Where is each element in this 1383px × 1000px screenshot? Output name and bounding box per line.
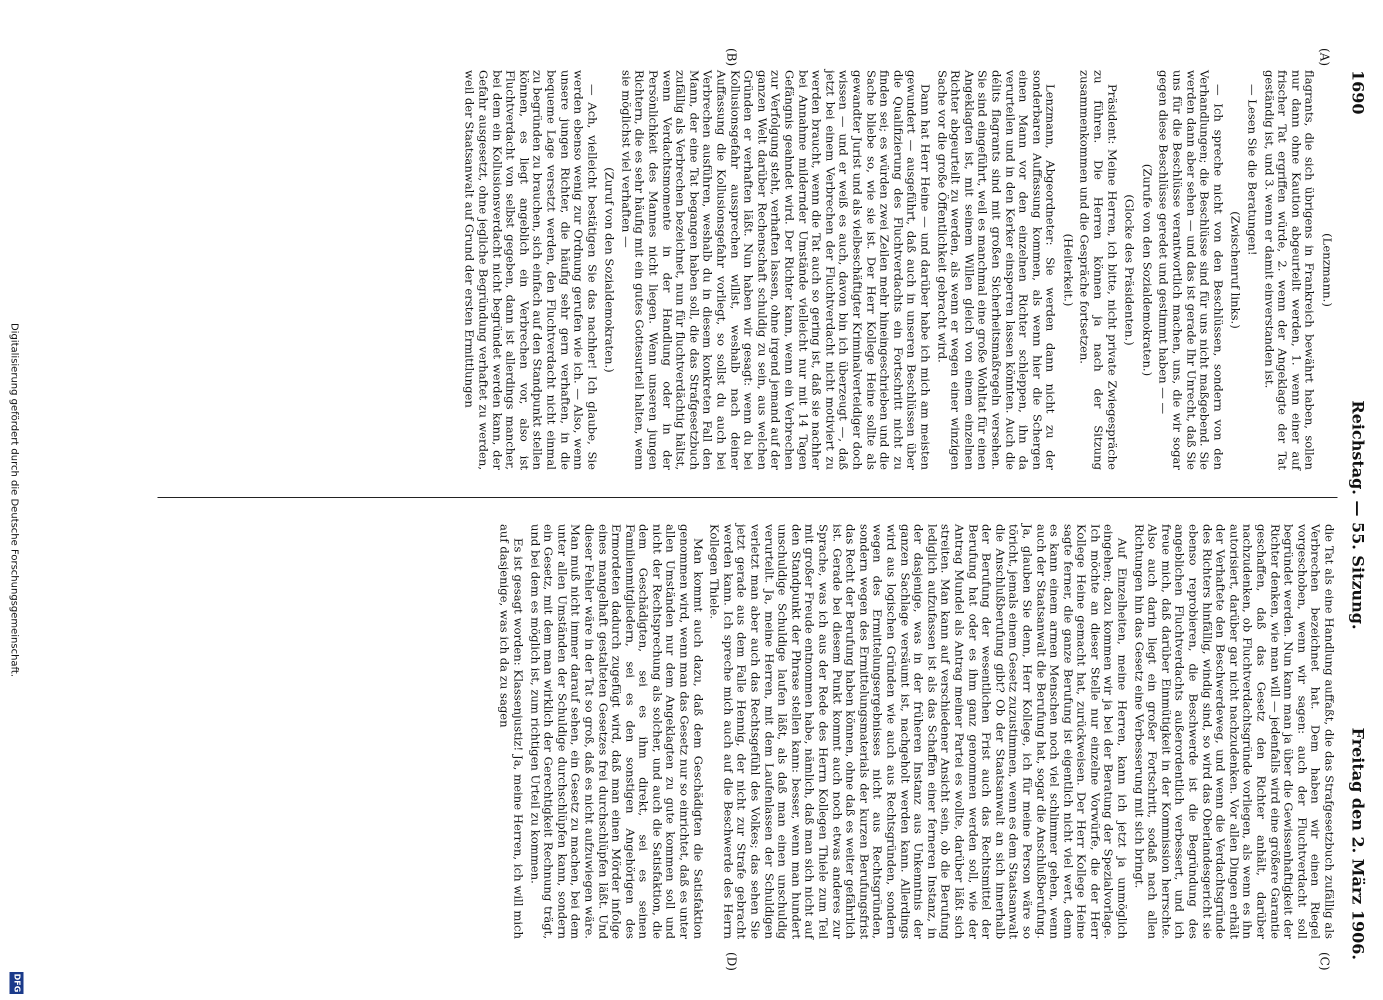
paragraph: — Lesen Sie die Beratungen! xyxy=(1245,84,1260,256)
speech-paragraph: Es ist gesagt worden: Klassenjustiz! Ja, meine Herren, ich will mich auf dasjenige, was ich da zu sagen xyxy=(497,524,525,939)
speech-paragraph: — Ach, vielleicht bestätigen Sie das nachher! Ich glaube, Sie werden ebenso wenig zur Ordnung gerufen wie ich. — Also, wenn unsere jungen Richter, die häufig sehr gern verhaften, in die bequeme Lage versetzt werden, den Fluchtverdacht nicht einmal zu begründen zu brauchen, sich einfach auf den Standpunkt stellen können, es liegt angeblich ein Verbrechen vor, also ist Fluchtverdacht von selbst gegeben, dann ist allerdings mancher, bei dem ein Kollusionsverdacht nicht begründet werden kann, der Gefahr ausgesetzt, ohne jegliche Begründung verhaftet zu werden, weil der Staatsanwalt auf Grund der ersten Ermittlungen xyxy=(462,70,599,470)
paragraph: flagrants, die sich übrigens in Frankreich bewährt haben, sollen nur dann ohne Kaution abgeurteilt werden, 1. wenn einer auf frischer Tat ergriffen würde, 2. wenn der Angeklagte der Tat geständig ist, und 3. wenn er damit einverstanden ist. xyxy=(1261,70,1317,470)
interjection: (Glocke des Präsidenten.) xyxy=(1122,194,1137,346)
speech-paragraph: die Tat als eine Handlung auffaßt, die das Strafgesetzbuch zufällig als Verbrechen bezeichnet hat. Dem haben wir einen Riegel vorgeschoben, wenn wir sagen: auch der Fluchtverdacht soll begründet werden. Nun kann man ja über die Gewissenhaftigkeit der Richter denken, wie man will — jedenfalls wird eine größere Garantie geschaffen, daß das Gesetz den Richter anhält, darüber nachzudenken, ob Fluchtverdachtsgründe vorliegen, als wenn es ihn autorisiert, darüber gar nicht nachzudenken. Vor allen Dingen erhält der Verhaftete den Beschwerdeweg, und wenn die Verdachtsgründe des Richters hinfällig, windig sind, so wird das Oberlandesgericht sie ebenso reprobieren, die Beschwerde ist die Begründung des angeblichen Fluchtverdachts außerordentlich verbessert, und ich freue mich, daß darüber Einmütigkeit in der Kommission herrschte. Also auch darin liegt ein großer Fortschritt, sodaß nach allen Richtungen hin das Gesetz eine Verbesserung mit sich bringt. xyxy=(1131,524,1336,939)
interjection: (Zurufe von den Sozialdemokraten.) xyxy=(1139,163,1154,377)
margin-marker-d: (D) xyxy=(724,952,738,971)
margin-marker-b: (B) xyxy=(724,48,738,67)
left-column xyxy=(459,70,1335,470)
margin-marker-a: (A) xyxy=(1317,48,1331,67)
interjection: (Zuruf von den Sozialdemokraten.) xyxy=(602,167,617,373)
interjection: (Heiterkeit.) xyxy=(1060,233,1075,307)
right-column xyxy=(494,524,1335,939)
paragraph: — Ich spreche nicht von den Beschlüssen, sondern von den Verhandlungen; die Beschlüsse sind für uns nicht maßgebend. Sie werden dann aber sehen — und das ist gerade Ihr Unrecht, daß Sie uns für die Beschlüsse verantwortlich machen, uns, die wir sogar gegen diese Beschlüsse geredet und gestimmt haben — — xyxy=(1156,70,1225,470)
speech-paragraph: Lenzmann, Abgeordneter: Sie werden dann nicht zu der sonderbaren Auffassung kommen, als wenn hier die Schergen einen Mann vor den einzelnen Richter schleppen, ihn da verurteilen und in den Kerker einsperren lassen könnten. Auch die délits flagrants sind mit großen Sicherheitsmaßregeln versehen. Sie sind eingeführt, weil es manchmal eine große Wohltat für einen Angeklagten ist, mit seinem Willen gleich von einem einzelnen Richter abgeurteilt zu werden, als wenn er wegen einer winzigen Sache vor die große Öffentlichkeit gebracht wird. xyxy=(934,70,1058,470)
session-date: Freitag den 2. März 1906. xyxy=(1348,727,1367,960)
column-divider xyxy=(157,497,1337,498)
speech-paragraph: Dann hat Herr Heine — und darüber habe ich mich am meisten gewundert — ausgeführt, daß auch in unseren Beschlüssen über die Qualifizierung des Fluchtverdachts ein Fortschritt nicht zu finden sei; es würden zwei Zeilen mehr hineingeschrieben und die Sache bliebe so, wie sie ist. Der Herr Kollege Heine sollte als gewandter Jurist und als vielbeschäftigter Kriminalverteidiger doch wissen — und er weiß es auch, davon bin ich überzeugt —, daß jetzt bei einem Verbrechen der Fluchtverdacht nicht motiviert zu werden braucht, wenn die Tat auch so gering ist, daß sie nachher bei Annahme mildernder Umstände vielleicht nur mit 14 Tagen Gefängnis geahndet wird. Der Richter kann, wenn ein Verbrechen zur Verfolgung steht, verhaften lassen, ohne irgend jemand auf der ganzen Welt darüber Rechenschaft schuldig zu sein, aus welchen Gründen er verhaften läßt. Nun haben wir gesagt: wenn du bei Kollusionsgefahr aussprechen willst, weshalb nach deiner Auffassung die Kollusionsgefahr vorliegt, so sollst du auch bei Verbrechen ausführen, weshalb du in diesem konkreten Fall den Mann, der eine Tat begangen haben soll, die das Strafgesetzbuch zufällig als Verbrechen bezeichnet, nun für fluchtverdächtig hältst, wenn Verdachtsmomente in der Handlung oder in der Persönlichkeit des Mannes nicht liegen. Wenn unseren jungen Richtern, die es sehr häufig mit ein gutes Gottesurteil halten, wenn sie möglichst viel verhaften — xyxy=(618,70,932,470)
page-header xyxy=(1345,70,1367,960)
digitization-credit: Digitalisierung gefördert durch die Deutsche Forschungsgemeinschaft. xyxy=(8,322,19,678)
margin-marker-c: (C) xyxy=(1317,952,1331,971)
speech-paragraph: Man kommt auch dazu, daß dem Geschädigten die Satisfaktion genommen wird, wenn man das Gesetz nur so einrichtet, daß es unter allen Umständen nur dem Angeklagten zu gute kommen soll und nicht der Rechtsprechung als solcher, und auch die Satisfaktion, die dem Geschädigten, sei es ihm direkt, sei es seinen Familienmitgliedern, sei es den sonstigen Angehörigen des Ermordeten dadurch zugefügt wird, daß man einen Mörder infolge eines mangelhaft gestalteten Gesetzes frei durchschlüpfen läßt. Und dieser Fehler wäre in der Tat so groß, daß es nicht aufzuwiegen wäre. Man muß nicht immer darauf sehen, ein Gesetz zu machen, bei dem unter allen Umständen der Schuldige durchschlüpfen kann, sondern ein Gesetz, mit dem man wirklich der Gerechtigkeit Rechnung trägt, und bei dem es möglich ist, zum richtigen Urteil zu kommen. xyxy=(527,524,705,939)
president-remark: Präsident: Meine Herren, ich bitte, nicht private Zwiegespräche zu führen. Die Herren können ja nach der Sitzung zusammenkommen und die Gespräche fortsetzen. xyxy=(1077,70,1119,470)
page-number: 1690 xyxy=(1348,70,1367,115)
speaker-note: (Lenzmann.) xyxy=(1320,233,1334,307)
running-title: Reichstag. — 55. Sitzung. xyxy=(1348,400,1367,630)
interjection: (Zwischenruf links.) xyxy=(1228,211,1243,329)
dfg-logo: DFG xyxy=(9,972,23,994)
speech-paragraph: Auf Einzelheiten, meine Herren, kann ich jetzt ja unmöglich eingehen; dazu kommen wir ja bei der Beratung der Spezialvorlage. Ich möchte an dieser Stelle nur einzelne Vorwürfe, die der Herr Kollege Heine gemacht hat, zurückweisen. Der Herr Kollege Heine sagte ferner, die ganze Berufung ist eigentlich nicht viel wert, denn es kann einem armen Menschen noch viel schlimmer gehen, wenn auch der Staatsanwalt die Berufung hat, sogar die Anschlußberufung. Ja, glauben Sie denn, Herr Kollege, ich für meine Person wäre so töricht, jemals einem Gesetz zuzustimmen, wenn es dem Staatsanwalt die Anschlußberufung gibt? Ob der Staatsanwalt an sich innerhalb der Berufung der wesentlichen Frist auch das Rechtsmittel der Berufung hat oder es ihm ganz genommen werden soll, wie der Antrag Mundel als Antrag meiner Partei es wollte, darüber läßt sich streiten. Man kann auf verschiedener Ansicht sein, ob die Berufung lediglich aufzufassen ist als das Schaffen einer ferneren Instanz, in der dasjenige, was in der früheren Instanz aus Unkenntnis der ganzen Sachlage versäumt ist, nachgeholt werden kann. Allerdings wird aus logischen Gründen wie auch aus Rechtsgründen, sondern wegen des Ermittelungsergebnisses nicht aus Rechtsgründen, sondern wegen des Ermittelungsmaterials der kurzen Berufungsfrist das Recht der Berufung haben können, ohne daß es weiter gefährlich ist. Gerade bei diesem Punkt kommt auch noch etwas anderes zur Sprache, was ich aus der Rede des Herrn Kollegen Thiele zum Teil mit großer Freude entnommen habe, nämlich, daß man sich nicht auf den Standpunkt der Phrase stellen kann: besser, wenn man hundert unschuldige Schuldige laufen läßt, als daß man einen unschuldig verurteilt. Ja, meine Herren, mit dem Laufenlassen der Schuldigen verletzt man aber auch das Rechtsgefühl des Volkes; das sehen Sie jetzt gerade aus dem Falle Hennig, der nicht zur Strafe gebracht werden kann. Ich spreche mich auch auf die Beschwerde des Herrn Kollegen Thiele. xyxy=(707,524,1130,939)
